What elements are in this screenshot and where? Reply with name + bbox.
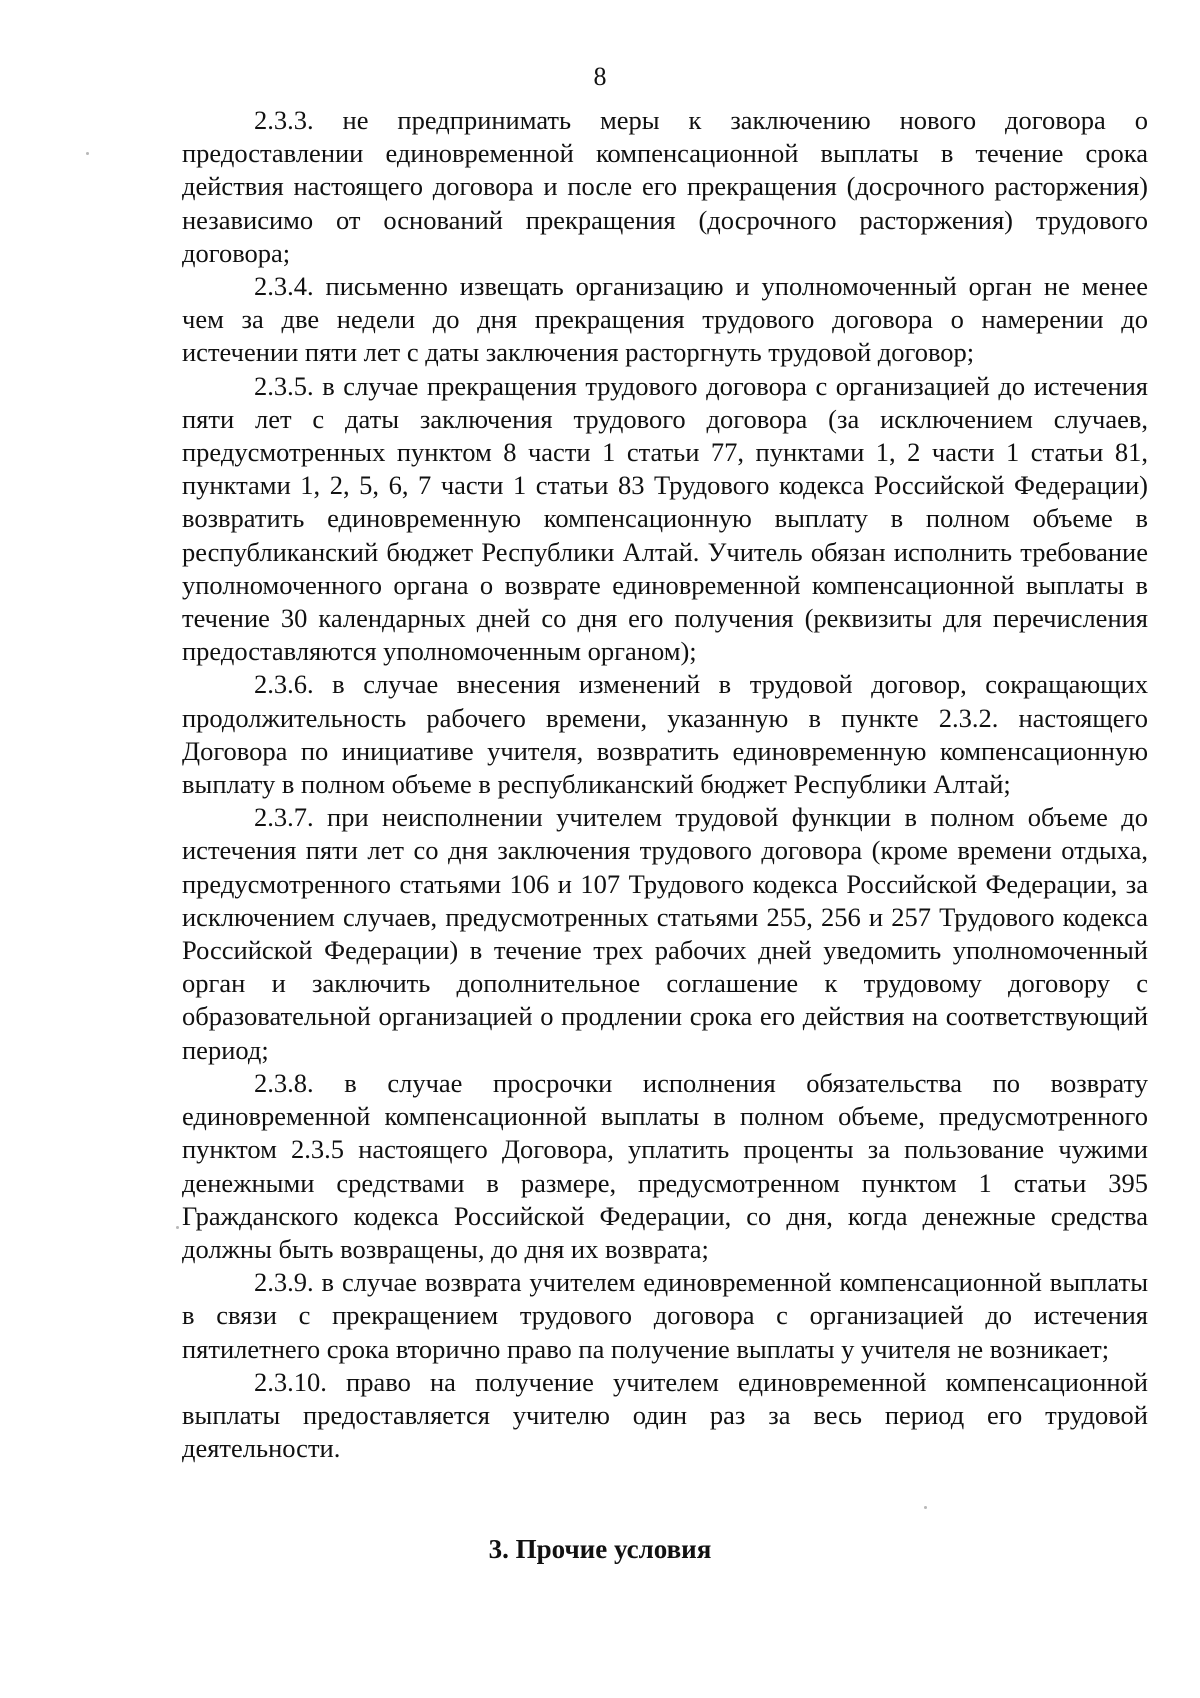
clause-2-3-9: 2.3.9. в случае возврата учителем единовременной компенсационной выплаты в связи с прекращением трудового договора с организацией до истечения пятилетнего срока вторично право па получение выплаты у учителя не возникает; [182, 1267, 1148, 1364]
clause-2-3-7: 2.3.7. при неисполнении учителем трудовой функции в полном объеме до истечения пяти лет со дня заключения трудового договора (кроме времени отдыха, предусмотренного статьями 106 и 107 Трудового кодекса Российской Федерации, за исключением случаев, предусмотренных статьями 255, 256 и 257 Трудового кодекса Российской Федерации) в течение трех рабочих дней уведомить уполномоченный орган и заключить дополнительное соглашение к трудовому договору с образовательной организацией о продлении срока его действия на соответствующий период; [182, 802, 1148, 1065]
scan-speck [176, 1226, 179, 1229]
document-body [182, 104, 1148, 1465]
clause-2-3-10: 2.3.10. право на получение учителем единовременной компенсационной выплаты предоставляется учителю один раз за весь период его трудовой деятельности. [182, 1366, 1148, 1464]
clause-2-3-4: 2.3.4. письменно извещать организацию и уполномоченный орган не менее чем за две недели до дня прекращения трудового договора о намерении до истечении пяти лет с даты заключения расторгнуть трудовой договор; [182, 271, 1148, 368]
clause-2-3-3: 2.3.3. не предпринимать меры к заключению нового договора о предоставлении единовременной компенсационной выплаты в течение срока действия настоящего договора и после его прекращения (досрочного расторжения) независимо от оснований прекращения (досрочного расторжения) трудового договора; [182, 105, 1148, 268]
clause-2-3-8: 2.3.8. в случае просрочки исполнения обязательства по возврату единовременной компенсационной выплаты в полном объеме, предусмотренного пунктом 2.3.5 настоящего Договора, уплатить проценты за пользование чужими денежными средствами в размере, предусмотренном пунктом 1 статьи 395 Гражданского кодекса Российской Федерации, со дня, когда денежные средства должны быть возвращены, до дня их возврата; [182, 1067, 1148, 1264]
page-number: 8 [593, 62, 607, 91]
scan-speck [924, 1506, 927, 1509]
section-heading: 3. Прочие условия [488, 1534, 712, 1564]
clause-2-3-6: 2.3.6. в случае внесения изменений в трудовой договор, сокращающих продолжительность рабочего времени, указанную в пункте 2.3.2. настоящего Договора по инициативе учителя, возвратить единовременную компенсационную выплату в полном объеме в республиканский бюджет Республики Алтай; [182, 669, 1148, 800]
scan-speck [86, 152, 89, 155]
clause-2-3-5: 2.3.5. в случае прекращения трудового договора с организацией до истечения пяти лет с даты заключения трудового договора (за исключением случаев, предусмотренных пунктом 8 части 1 статьи 77, пунктами 1, 2 части 1 статьи 81, пунктами 1, 2, 5, 6, 7 части 1 статьи 83 Трудового кодекса Российской Федерации) возвратить единовременную компенсационную выплату в полном объеме в республиканский бюджет Республики Алтай. Учитель обязан исполнить требование уполномоченного органа о возврате единовременной компенсационной выплаты в течение 30 календарных дней со дня его получения (реквизиты для перечисления предоставляются уполномоченным органом); [182, 370, 1148, 667]
